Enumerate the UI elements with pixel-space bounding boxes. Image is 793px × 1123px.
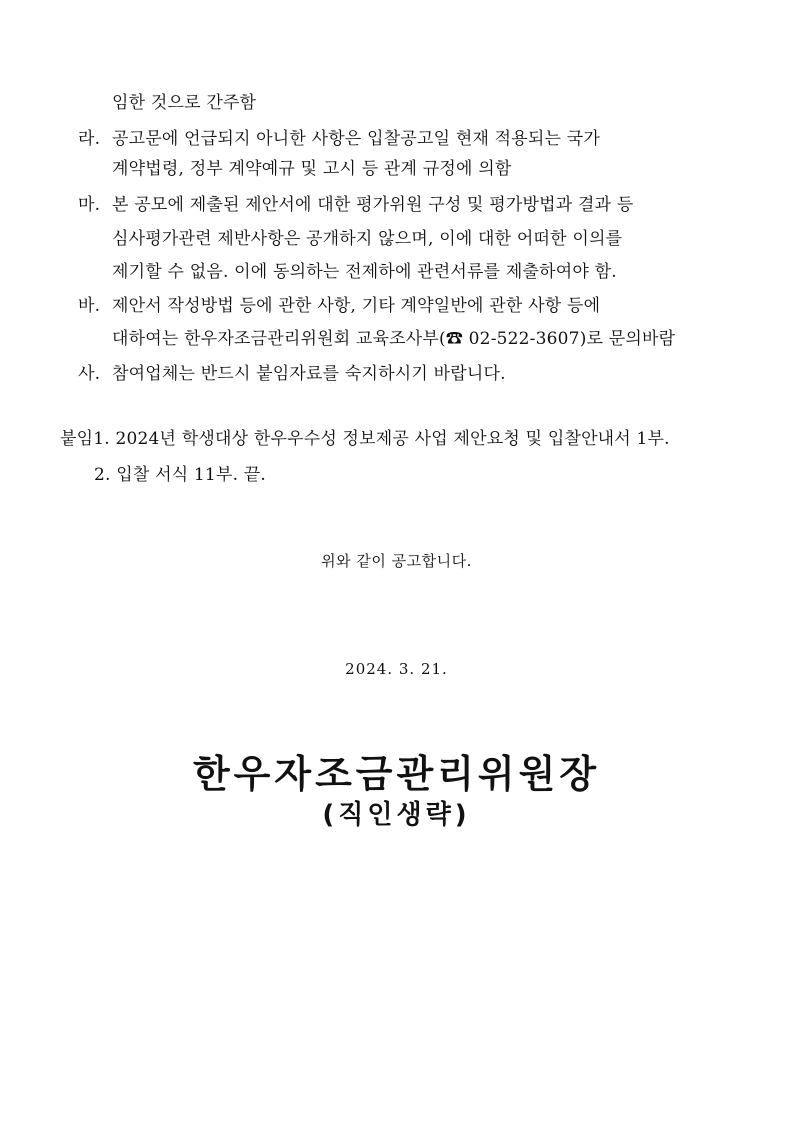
item-ma-line2: 심사평가관련 제반사항은 공개하지 않으며, 이에 대한 어떠한 이의를: [112, 229, 623, 249]
item-ra-text1: 공고문에 언급되지 아니한 사항은 입찰공고일 현재 적용되는 국가: [112, 129, 601, 149]
continuation-line: 임한 것으로 간주함: [112, 93, 257, 113]
announcement-text: 위와 같이 공고합니다.: [321, 552, 472, 570]
issuer-name: 한우자조금관리위원장: [192, 752, 601, 796]
document-date: 2024. 3. 21.: [345, 660, 448, 678]
item-ma-label: 마.: [78, 195, 101, 215]
item-ba-text1: 제안서 작성방법 등에 관한 사항, 기타 계약일반에 관한 사항 등에: [112, 296, 601, 316]
attachment-line2: 2. 입찰 서식 11부. 끝.: [94, 465, 267, 485]
attachment-line1: 붙임1. 2024년 학생대상 한우우수성 정보제공 사업 제안요청 및 입찰안내서 1부.: [60, 429, 670, 449]
item-ma-text1: 본 공모에 제출된 제안서에 대한 평가위원 구성 및 평가방법과 결과 등: [112, 195, 634, 215]
item-ra-label: 라.: [78, 129, 101, 149]
item-sa-text1: 참여업체는 반드시 붙임자료를 숙지하시기 바랍니다.: [112, 364, 506, 384]
item-sa-line1: [78, 363, 506, 385]
item-ba-label: 바.: [78, 296, 101, 316]
item-ba-line1: [78, 295, 600, 317]
item-ra-line2: 계약법령, 정부 계약예규 및 고시 등 관계 규정에 의함: [112, 159, 512, 179]
item-ma-line1: [78, 194, 633, 216]
item-ma-line3: 제기할 수 없음. 이에 동의하는 전제하에 관련서류를 제출하여야 함.: [112, 262, 617, 282]
item-ba-line2: 대하여는 한우자조금관리위원회 교육조사부(☎ 02-522-3607)로 문의바람: [112, 329, 676, 349]
item-ra-line1: [78, 128, 600, 150]
item-sa-label: 사.: [78, 364, 101, 384]
seal-note: (직인생략): [322, 800, 471, 830]
